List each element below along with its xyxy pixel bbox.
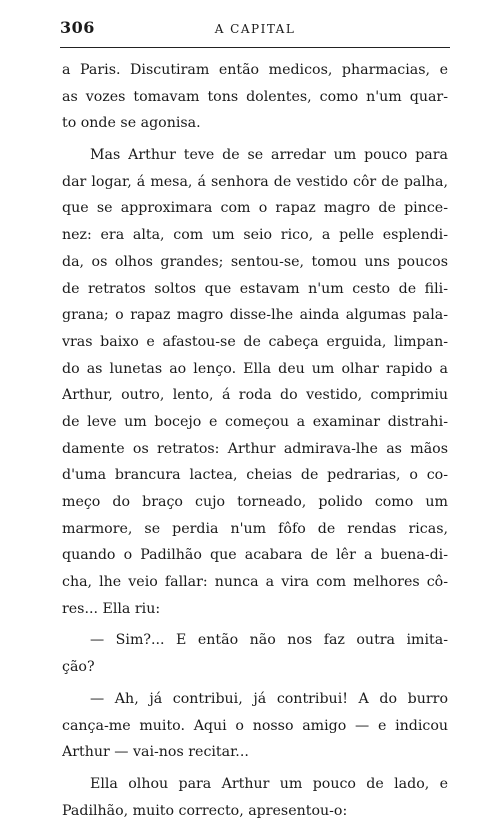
- text-line: — Ah, já contribui, já contribui! A do burro: [90, 690, 448, 707]
- text-line: de leve um bocejo e começou a examinar distrahi-: [62, 413, 448, 430]
- text-line: cha, lhe veio fallar: nunca a vira com melhores cô-: [62, 574, 448, 591]
- text-line: a Paris. Discutiram então medicos, pharmacias, e: [62, 62, 448, 78]
- text-line: — Sim?... E então não nos faz outra imita-: [90, 632, 448, 649]
- text-line: meço do braço cujo torneado, polido como um: [62, 494, 448, 510]
- text-line: que se approximara com o rapaz magro de pince-: [62, 200, 448, 217]
- body-text: [62, 57, 448, 819]
- text-line: dar logar, á mesa, á senhora de vestido côr de palha,: [62, 173, 448, 190]
- text-line: Ella olhou para Arthur um pouco de lado, e: [90, 775, 448, 792]
- page-header: [60, 16, 450, 46]
- text-line: nez: era alta, com um seio rico, a pelle esplendi-: [62, 227, 448, 244]
- page-number: 306: [60, 18, 95, 37]
- text-line: de retratos soltos que estavam n'um cesto de fili-: [62, 280, 448, 297]
- text-line: vras baixo e afastou-se de cabeça erguida, limpan-: [62, 333, 448, 350]
- text-line: ção?: [62, 659, 95, 676]
- running-title: A CAPITAL: [214, 22, 296, 36]
- text-line: Arthur, outro, lento, á roda do vestido, comprimiu: [62, 387, 448, 404]
- text-line: res... Ella riu:: [62, 600, 161, 617]
- text-line: grana; o rapaz magro disse-lhe ainda algumas pala-: [62, 307, 448, 324]
- text-line: Mas Arthur teve de se arredar um pouco para: [90, 147, 448, 164]
- text-line: d'uma brancura lactea, cheias de pedrarias, o co-: [62, 467, 448, 484]
- text-line: Padilhão, muito correcto, apresentou-o:: [62, 802, 348, 819]
- text-line: quando o Padilhão que acabara de lêr a buena-di-: [62, 547, 448, 564]
- text-line: da, os olhos grandes; sentou-se, tomou uns poucos: [62, 253, 448, 270]
- text-line: Arthur — vai-nos recitar...: [62, 744, 249, 761]
- text-line: damente os retratos: Arthur admirava-lhe as mãos: [62, 440, 448, 457]
- text-line: marmore, se perdia n'um fôfo de rendas ricas,: [62, 520, 448, 537]
- text-line: do as lunetas ao lenço. Ella deu um olhar rapido a: [62, 360, 448, 377]
- header-rule: [60, 47, 450, 48]
- text-line: to onde se agonisa.: [62, 115, 201, 132]
- text-line: as vozes tomavam tons dolentes, como n'um quar-: [62, 88, 448, 105]
- text-line: cança-me muito. Aqui o nosso amigo — e indicou: [62, 717, 448, 734]
